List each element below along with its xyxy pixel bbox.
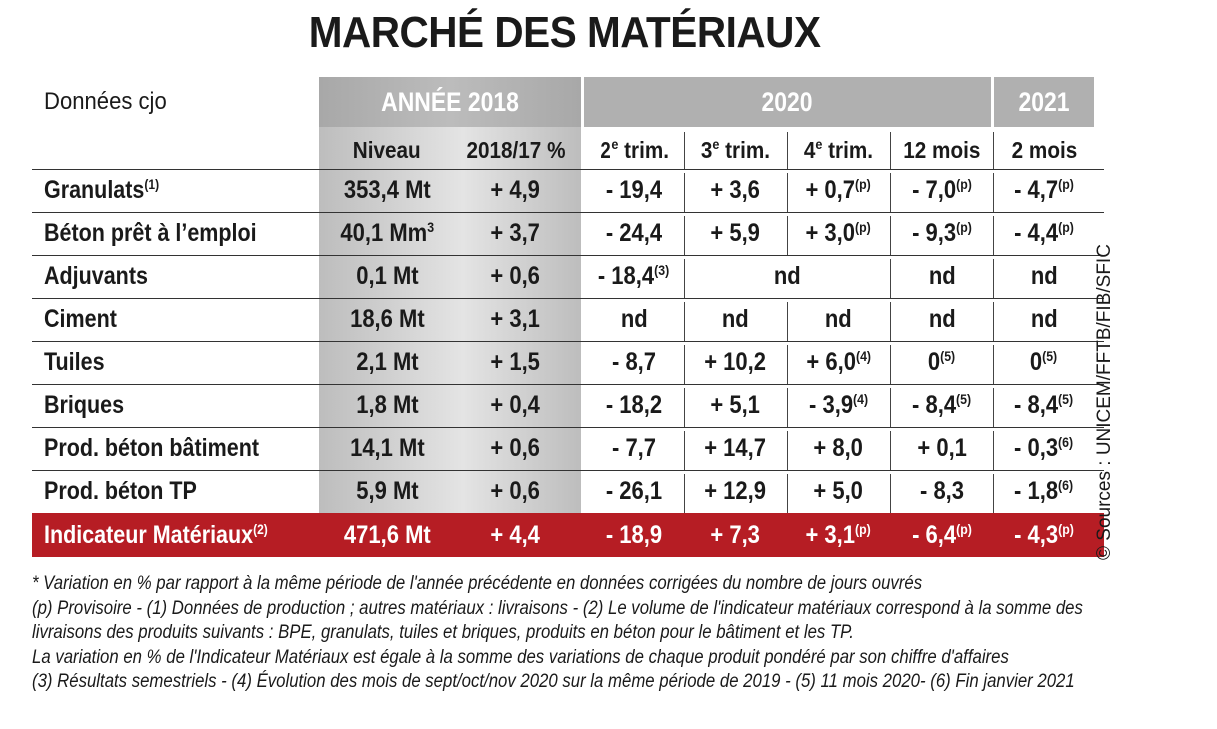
cell-t34: nd [773, 262, 801, 290]
separator [787, 132, 788, 170]
indicator-t2: - 18,9 [605, 520, 663, 549]
cell-m2: nd [1030, 305, 1058, 333]
separator [684, 345, 685, 384]
row-divider [32, 212, 1104, 213]
separator [993, 388, 994, 427]
row-label: Granulats$^{(1)}$ [44, 176, 160, 204]
table-row [32, 169, 1104, 212]
subheader-2-mois: 2 mois [1011, 136, 1077, 163]
row-divider [32, 470, 1104, 471]
indicator-t3: + 7,3 [710, 520, 761, 549]
separator [787, 474, 788, 513]
indicator-2-mois: - 4,3$^{(p)}$ [1014, 520, 1074, 549]
cell-var: + 0,6 [490, 434, 541, 462]
separator [890, 431, 891, 470]
cell-var: + 4,9 [490, 176, 541, 204]
cell-t3: + 14,7 [704, 434, 767, 462]
cell-niveau: 5,9 Mt [355, 477, 419, 505]
separator [684, 173, 685, 212]
group-header-2021: 2021 [994, 77, 1094, 127]
separator [684, 431, 685, 470]
cell-niveau: 14,1 Mt [349, 434, 425, 462]
cell-t2: - 8,7 [611, 348, 657, 376]
cell-niveau: 0,1 Mt [355, 262, 419, 290]
cell-var: + 0,6 [490, 477, 541, 505]
indicator-t4: + $3,1^{(p)}$ [805, 520, 872, 549]
cell-m2: nd [1030, 262, 1058, 290]
indicator-12-mois: - 6,4$^{(p)}$ [912, 520, 972, 549]
subheader-t3: 3e trim. [700, 136, 771, 163]
footnote: (3) Résultats semestriels - (4) Évolution des mois de sept/oct/nov 2020 sur la même période de 2019 - (5) 11 mois 2020- (6) Fin janvier 2021 [32, 670, 1075, 692]
separator [993, 132, 994, 170]
footnote: (p) Provisoire - (1) Données de production ; autres matériaux : livraisons - (2) Le volume de l'indicateur matériaux correspond à la somme des [32, 596, 1083, 619]
cell-niveau: 353,4 Mt [343, 176, 431, 204]
table-row [32, 298, 1104, 341]
separator [684, 216, 685, 255]
separator [787, 302, 788, 341]
cell-niveau: 40,1 Mm$^3$ [340, 219, 434, 247]
row-header-label: Données cjo [44, 88, 167, 115]
row-divider [32, 384, 1104, 385]
cell-niveau: 2,1 Mt [355, 348, 419, 376]
indicator-label: Indicateur Matériaux$^{(2)}$ [44, 520, 268, 549]
cell-m2: 0$^{(5)}$ [1030, 348, 1058, 376]
row-divider [32, 427, 1104, 428]
separator [787, 173, 788, 212]
t2-num: 2 [599, 137, 611, 163]
separator [890, 216, 891, 255]
cell-niveau: 18,6 Mt [349, 305, 425, 333]
row-divider [32, 341, 1104, 342]
cell-t4: + $0,7^{(p)}$ [805, 176, 872, 204]
subheader-12-mois: 12 mois [903, 136, 981, 163]
row-label: Prod. béton TP [44, 477, 197, 505]
cell-t4: - 3,9$^{(4)}$ [808, 391, 869, 419]
separator [993, 474, 994, 513]
separator [993, 173, 994, 212]
cell-t4: + $3,0^{(p)}$ [805, 219, 872, 247]
cell-t4: nd [825, 305, 852, 333]
indicator-variation: + 4,4 [490, 520, 541, 549]
cell-m2: - 0,3$^{(6)}$ [1014, 434, 1074, 462]
subheader-t4: 4e trim. [803, 136, 874, 163]
cell-m12: - 7,0$^{(p)}$ [912, 176, 972, 204]
separator [890, 388, 891, 427]
footnotes [32, 571, 1182, 694]
footnote: livraisons des produits suivants : BPE, granulats, tuiles et briques, produits en béton pour le bâtiment et les TP. [32, 621, 854, 643]
subheader-variation: 2018/17 % [465, 136, 565, 163]
separator [993, 216, 994, 255]
separator [890, 132, 891, 170]
cell-t3: + 3,6 [710, 176, 761, 204]
cell-t4: + 5,0 [813, 477, 864, 505]
cell-t2: - 18,4$^{(3)}$ [598, 262, 670, 290]
cell-t4: + 8,0 [813, 434, 864, 462]
cell-t4: + $6,0^{(4)}$ [806, 348, 871, 376]
row-label: Adjuvants [44, 262, 148, 290]
separator [993, 259, 994, 298]
separator [787, 345, 788, 384]
cell-var: + 1,5 [490, 348, 541, 376]
cell-m2: - 4,7$^{(p)}$ [1014, 176, 1074, 204]
cell-t3: + 5,1 [710, 391, 761, 419]
cell-t3: nd [722, 305, 749, 333]
cell-m12: nd [928, 262, 956, 290]
separator [787, 216, 788, 255]
separator [890, 173, 891, 212]
group-header-2020: 2020 [584, 77, 991, 127]
separator [684, 302, 685, 341]
cell-m12: + 0,1 [917, 434, 967, 462]
cell-m2: - 4,4$^{(p)}$ [1014, 219, 1074, 247]
footnote: La variation en % de l'Indicateur Matériaux est égale à la somme des variations de chaque produit pondéré par son chiffre d'affaires [32, 645, 1009, 668]
cell-t2: - 19,4 [605, 176, 663, 204]
row-divider [32, 255, 1104, 256]
cell-t3: + 10,2 [704, 348, 767, 376]
cell-var: + 0,6 [490, 262, 541, 290]
table-row [32, 384, 1104, 427]
separator [787, 431, 788, 470]
indicator-niveau: 471,6 Mt [343, 520, 431, 549]
row-label: Prod. béton bâtiment [44, 434, 259, 462]
separator [993, 345, 994, 384]
cell-m12: nd [928, 305, 956, 333]
cell-t2: - 7,7 [611, 434, 657, 462]
cell-m12: - 9,3$^{(p)}$ [912, 219, 972, 247]
separator [890, 259, 891, 298]
cell-m12: 0$^{(5)}$ [928, 348, 956, 376]
cell-var: + 3,1 [490, 305, 541, 333]
subheader-niveau: Niveau [353, 136, 421, 163]
cell-t2: - 26,1 [605, 477, 663, 505]
separator [684, 474, 685, 513]
cell-m2: - 8,4$^{(5)}$ [1014, 391, 1074, 419]
cell-t2: nd [620, 305, 648, 333]
indicator-row [32, 513, 1104, 557]
table-row [32, 212, 1104, 255]
separator [993, 302, 994, 341]
table-row [32, 470, 1104, 513]
row-divider [32, 169, 1104, 170]
footnote: * Variation en % par rapport à la même période de l'année précédente en données corrigées du nombre de jours ouvrés [32, 572, 923, 594]
separator [684, 388, 685, 427]
cell-m2: - 1,8$^{(6)}$ [1014, 477, 1074, 505]
row-label: Ciment [44, 305, 117, 333]
group-header-2018: ANNÉE 2018 [319, 77, 581, 127]
cell-var: + 3,7 [490, 219, 541, 247]
table-row [32, 341, 1104, 384]
row-label: Briques [44, 391, 125, 419]
separator [890, 345, 891, 384]
table-row [32, 427, 1104, 470]
page-title: MARCHÉ DES MATÉRIAUX [308, 8, 821, 57]
subheader-t2: 2e trim. [599, 136, 669, 163]
cell-t3: + 5,9 [710, 219, 761, 247]
cell-niveau: 1,8 Mt [355, 391, 419, 419]
row-divider [32, 298, 1104, 299]
separator [993, 431, 994, 470]
separator [684, 259, 685, 298]
cell-t3: + 12,9 [704, 477, 767, 505]
cell-t2: - 24,4 [605, 219, 663, 247]
separator [684, 132, 685, 170]
cell-m12: - 8,3 [919, 477, 965, 505]
cell-m12: - 8,4$^{(5)}$ [912, 391, 972, 419]
separator [890, 474, 891, 513]
row-label: Tuiles [44, 348, 105, 376]
separator [890, 302, 891, 341]
cell-var: + 0,4 [490, 391, 541, 419]
row-label: Béton prêt à l’emploi [44, 219, 257, 247]
separator [787, 388, 788, 427]
table-row [32, 255, 1104, 298]
cell-t2: - 18,2 [605, 391, 663, 419]
sources-credit: © Sources : UNICEM/FFTB/FIB/SFIC [1094, 244, 1115, 560]
